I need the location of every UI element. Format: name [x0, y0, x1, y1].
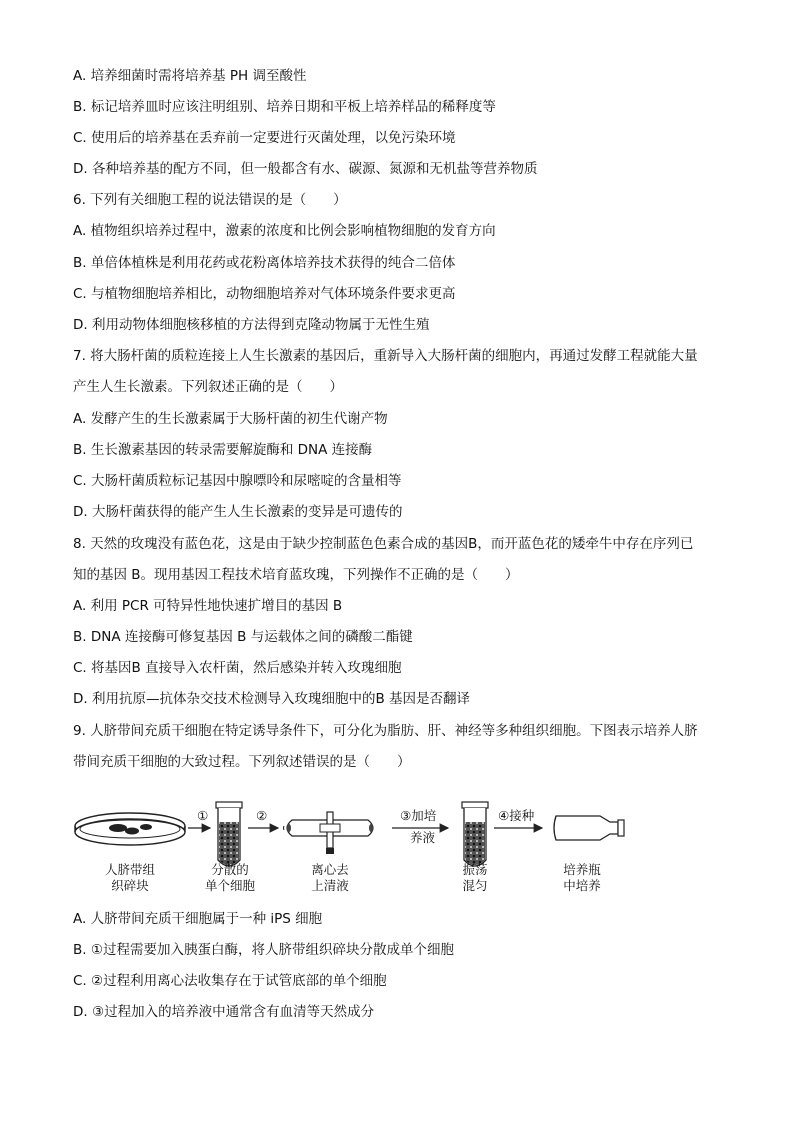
q6-option-b: B. 单倍体植株是利用花药或花粉离体培养技术获得的纯合二倍体: [73, 255, 456, 271]
q7-option-c: C. 大肠杆菌质粒标记基因中腺嘌呤和尿嘧啶的含量相等: [73, 473, 402, 489]
label-flask-culture: 培养瓶 中培养: [563, 862, 601, 893]
q9-option-c: C. ②过程利用离心法收集存在于试管底部的单个细胞: [73, 973, 387, 989]
question-7-stem-line2: 产生人生长激素。下列叙述正确的是（ ）: [73, 379, 343, 395]
step-3-label-line2: 养液: [410, 830, 436, 845]
culture-flask-icon: [554, 816, 624, 840]
q5-option-a: A. 培养细菌时需将培养基 PH 调至酸性: [73, 68, 307, 84]
test-tube-1-icon: [216, 802, 242, 866]
q9-option-a: A. 人脐带间充质干细胞属于一种 iPS 细胞: [73, 911, 323, 927]
q8-option-a: A. 利用 PCR 可特异性地快速扩增目的基因 B: [73, 598, 343, 614]
test-tube-2-icon: [462, 802, 488, 866]
q5-option-b: B. 标记培养皿时应该注明组别、培养日期和平板上培养样品的稀释度等: [73, 99, 496, 115]
step-4-label: ④接种: [498, 808, 535, 823]
step-3-label: ③加培: [400, 808, 437, 823]
label-centrifuge: 离心去 上清液: [311, 862, 349, 893]
q5-option-c: C. 使用后的培养基在丢弃前一定要进行灭菌处理，以免污染环境: [73, 130, 456, 146]
q9-option-b: B. ①过程需要加入胰蛋白酶，将人脐带组织碎块分散成单个细胞: [73, 942, 454, 958]
question-7-stem-line1: 7. 将大肠杆菌的质粒连接上人生长激素的基因后，重新导入大肠杆菌的细胞内，再通过发酵工程就能大量: [73, 348, 698, 364]
q7-option-a: A. 发酵产生的生长激素属于大肠杆菌的初生代谢产物: [73, 411, 388, 427]
q7-option-d: D. 大肠杆菌获得的能产生人生长激素的变异是可遗传的: [73, 504, 403, 520]
label-tissue-fragments: 人脐带组 织碎块: [104, 862, 155, 893]
q6-option-c: C. 与植物细胞培养相比，动物细胞培养对气体环境条件要求更高: [73, 286, 456, 302]
petri-dish-icon: [75, 813, 185, 845]
q7-option-b: B. 生长激素基因的转录需要解旋酶和 DNA 连接酶: [73, 442, 373, 458]
q6-option-d: D. 利用动物体细胞核移植的方法得到克隆动物属于无性生殖: [73, 317, 430, 333]
step-2-label: ②: [256, 808, 268, 823]
question-9-stem-line2: 带间充质干细胞的大致过程。下列叙述错误的是（ ）: [73, 754, 411, 770]
label-single-cells: 分散的 单个细胞: [204, 862, 255, 893]
step-1-label: ①: [197, 808, 209, 823]
label-shake-mix: 振荡 混匀: [462, 862, 488, 893]
q9-option-d: D. ③过程加入的培养液中通常含有血清等天然成分: [73, 1004, 375, 1020]
culture-process-diagram: [70, 800, 630, 900]
q8-option-c: C. 将基因B 直接导入农杆菌，然后感染并转入玫瑰细胞: [73, 660, 402, 676]
question-8-stem-line2: 知的基因 B。现用基因工程技术培育蓝玫瑰，下列操作不正确的是（ ）: [73, 567, 519, 583]
centrifuge-icon: [284, 812, 374, 854]
question-6-stem: 6. 下列有关细胞工程的说法错误的是（ ）: [73, 192, 347, 208]
q6-option-a: A. 植物组织培养过程中，激素的浓度和比例会影响植物细胞的发育方向: [73, 223, 496, 239]
question-8-stem-line1: 8. 天然的玫瑰没有蓝色花，这是由于缺少控制蓝色色素合成的基因B，而开蓝色花的矮牵牛中存在序列已: [73, 536, 694, 552]
q5-option-d: D. 各种培养基的配方不同，但一般都含有水、碳源、氮源和无机盐等营养物质: [73, 161, 538, 177]
question-9-stem-line1: 9. 人脐带间充质干细胞在特定诱导条件下，可分化为脂肪、肝、神经等多种组织细胞。下图表示培养人脐: [73, 723, 698, 739]
q8-option-b: B. DNA 连接酶可修复基因 B 与运载体之间的磷酸二酯键: [73, 629, 413, 645]
q8-option-d: D. 利用抗原—抗体杂交技术检测导入玫瑰细胞中的B 基因是否翻译: [73, 691, 471, 707]
